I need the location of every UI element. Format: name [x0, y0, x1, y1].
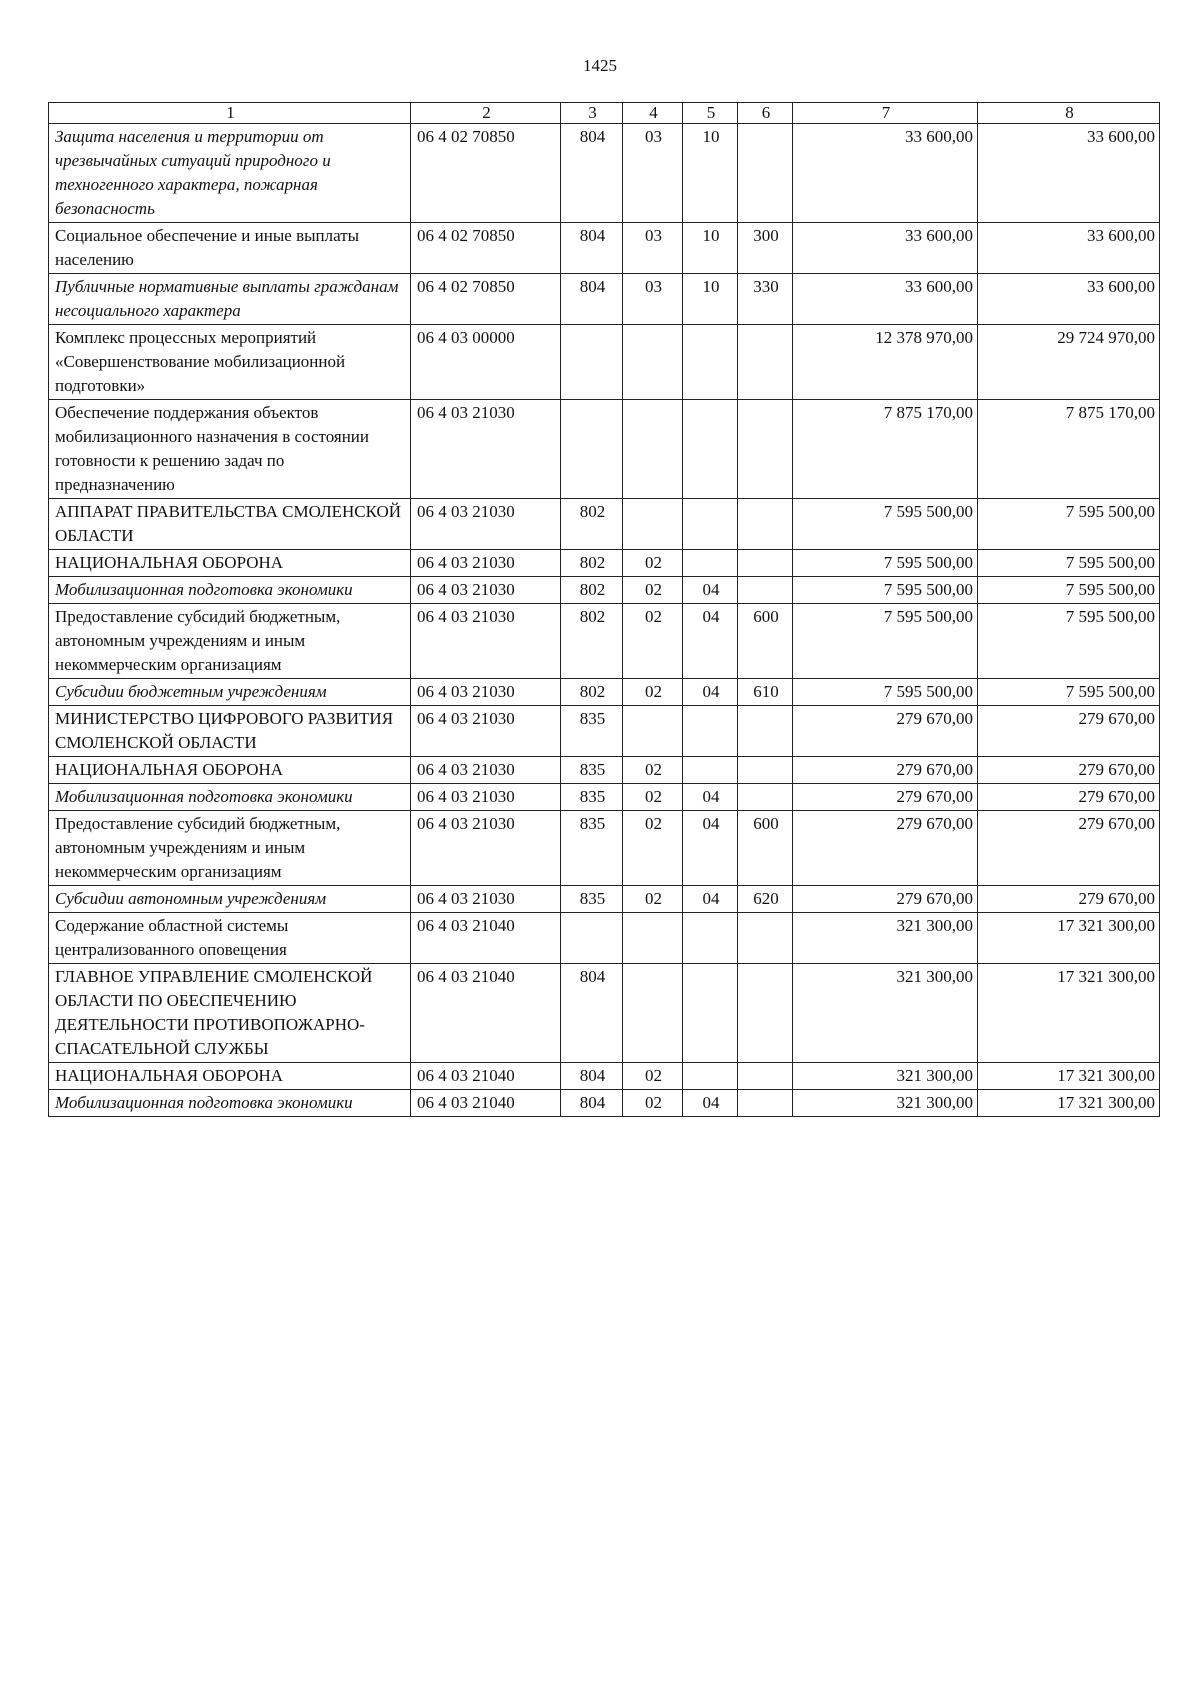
section-cell: 03 [623, 223, 683, 274]
table-row [49, 964, 1160, 1063]
section-cell: 02 [623, 811, 683, 886]
item-name-cell: Субсидии бюджетным учреждениям [49, 679, 411, 706]
expense-type-cell: 330 [738, 274, 793, 325]
section-cell: 03 [623, 124, 683, 223]
item-name-cell: Мобилизационная подготовка экономики [49, 1090, 411, 1117]
item-name-cell: Субсидии автономным учреждениям [49, 886, 411, 913]
ministry-code-cell: 802 [561, 577, 623, 604]
header-row [49, 103, 1160, 124]
expense-type-cell [738, 784, 793, 811]
target-article-cell: 06 4 03 21030 [411, 706, 561, 757]
expense-type-cell: 600 [738, 604, 793, 679]
ministry-code-cell [561, 400, 623, 499]
amount-year1-cell: 279 670,00 [793, 886, 978, 913]
amount-year1-cell: 33 600,00 [793, 124, 978, 223]
subsection-cell: 04 [683, 577, 738, 604]
amount-year2-cell: 279 670,00 [978, 886, 1160, 913]
ministry-code-cell: 835 [561, 886, 623, 913]
table-row [49, 274, 1160, 325]
table-row [49, 604, 1160, 679]
amount-year1-cell: 7 595 500,00 [793, 550, 978, 577]
subsection-cell [683, 913, 738, 964]
target-article-cell: 06 4 03 21030 [411, 604, 561, 679]
column-header: 3 [561, 103, 623, 124]
target-article-cell: 06 4 03 21030 [411, 400, 561, 499]
amount-year2-cell: 7 595 500,00 [978, 679, 1160, 706]
table-row [49, 577, 1160, 604]
amount-year1-cell: 33 600,00 [793, 274, 978, 325]
amount-year2-cell: 279 670,00 [978, 811, 1160, 886]
item-name-cell: Содержание областной системы централизованного оповещения [49, 913, 411, 964]
expense-type-cell [738, 964, 793, 1063]
ministry-code-cell: 802 [561, 604, 623, 679]
subsection-cell [683, 400, 738, 499]
amount-year1-cell: 7 875 170,00 [793, 400, 978, 499]
table-row [49, 706, 1160, 757]
table-row [49, 124, 1160, 223]
table-row [49, 325, 1160, 400]
item-name-cell: Комплекс процессных мероприятий «Совершенствование мобилизационной подготовки» [49, 325, 411, 400]
amount-year2-cell: 7 875 170,00 [978, 400, 1160, 499]
page-number: 1425 [583, 56, 617, 75]
section-cell [623, 499, 683, 550]
amount-year1-cell: 7 595 500,00 [793, 577, 978, 604]
section-cell: 02 [623, 679, 683, 706]
subsection-cell: 10 [683, 274, 738, 325]
ministry-code-cell: 804 [561, 124, 623, 223]
item-name-cell: НАЦИОНАЛЬНАЯ ОБОРОНА [49, 757, 411, 784]
item-name-cell: Социальное обеспечение и иные выплаты населению [49, 223, 411, 274]
ministry-code-cell: 804 [561, 274, 623, 325]
target-article-cell: 06 4 03 21040 [411, 1090, 561, 1117]
amount-year2-cell: 279 670,00 [978, 757, 1160, 784]
amount-year1-cell: 321 300,00 [793, 1090, 978, 1117]
amount-year2-cell: 29 724 970,00 [978, 325, 1160, 400]
section-cell [623, 325, 683, 400]
section-cell: 02 [623, 1090, 683, 1117]
item-name-cell: МИНИСТЕРСТВО ЦИФРОВОГО РАЗВИТИЯ СМОЛЕНСКОЙ ОБЛАСТИ [49, 706, 411, 757]
subsection-cell [683, 499, 738, 550]
ministry-code-cell [561, 325, 623, 400]
column-header: 8 [978, 103, 1160, 124]
amount-year1-cell: 12 378 970,00 [793, 325, 978, 400]
subsection-cell [683, 964, 738, 1063]
amount-year1-cell: 321 300,00 [793, 964, 978, 1063]
target-article-cell: 06 4 02 70850 [411, 223, 561, 274]
amount-year1-cell: 279 670,00 [793, 757, 978, 784]
table-row [49, 679, 1160, 706]
column-header: 4 [623, 103, 683, 124]
amount-year1-cell: 7 595 500,00 [793, 679, 978, 706]
ministry-code-cell: 802 [561, 679, 623, 706]
table-row [49, 811, 1160, 886]
section-cell [623, 400, 683, 499]
item-name-cell: Предоставление субсидий бюджетным, автономным учреждениям и иным некоммерческим организациям [49, 811, 411, 886]
column-header: 1 [49, 103, 411, 124]
target-article-cell: 06 4 03 21040 [411, 1063, 561, 1090]
amount-year2-cell: 17 321 300,00 [978, 913, 1160, 964]
ministry-code-cell: 804 [561, 1063, 623, 1090]
table-row [49, 1090, 1160, 1117]
amount-year2-cell: 7 595 500,00 [978, 577, 1160, 604]
item-name-cell: Предоставление субсидий бюджетным, автономным учреждениям и иным некоммерческим организациям [49, 604, 411, 679]
target-article-cell: 06 4 03 00000 [411, 325, 561, 400]
expense-type-cell [738, 499, 793, 550]
item-name-cell: Обеспечение поддержания объектов мобилизационного назначения в состоянии готовности к решению задач по предназначению [49, 400, 411, 499]
section-cell [623, 964, 683, 1063]
section-cell [623, 913, 683, 964]
item-name-cell: Публичные нормативные выплаты гражданам несоциального характера [49, 274, 411, 325]
ministry-code-cell: 802 [561, 550, 623, 577]
ministry-code-cell: 835 [561, 811, 623, 886]
expense-type-cell [738, 1090, 793, 1117]
item-name-cell: НАЦИОНАЛЬНАЯ ОБОРОНА [49, 550, 411, 577]
expense-type-cell [738, 325, 793, 400]
expense-type-cell [738, 550, 793, 577]
table-row [49, 223, 1160, 274]
budget-table [48, 102, 1160, 1117]
amount-year1-cell: 7 595 500,00 [793, 604, 978, 679]
subsection-cell [683, 325, 738, 400]
ministry-code-cell [561, 913, 623, 964]
subsection-cell [683, 706, 738, 757]
table-row [49, 886, 1160, 913]
expense-type-cell [738, 1063, 793, 1090]
section-cell: 02 [623, 886, 683, 913]
amount-year2-cell: 7 595 500,00 [978, 604, 1160, 679]
ministry-code-cell: 835 [561, 784, 623, 811]
amount-year2-cell: 7 595 500,00 [978, 550, 1160, 577]
item-name-cell: НАЦИОНАЛЬНАЯ ОБОРОНА [49, 1063, 411, 1090]
subsection-cell: 04 [683, 811, 738, 886]
target-article-cell: 06 4 03 21030 [411, 550, 561, 577]
item-name-cell: АППАРАТ ПРАВИТЕЛЬСТВА СМОЛЕНСКОЙ ОБЛАСТИ [49, 499, 411, 550]
section-cell: 02 [623, 550, 683, 577]
section-cell: 02 [623, 1063, 683, 1090]
expense-type-cell: 620 [738, 886, 793, 913]
subsection-cell: 10 [683, 124, 738, 223]
table-row [49, 499, 1160, 550]
amount-year2-cell: 7 595 500,00 [978, 499, 1160, 550]
amount-year2-cell: 33 600,00 [978, 124, 1160, 223]
amount-year1-cell: 279 670,00 [793, 811, 978, 886]
subsection-cell: 10 [683, 223, 738, 274]
expense-type-cell [738, 124, 793, 223]
ministry-code-cell: 804 [561, 223, 623, 274]
item-name-cell: Защита населения и территории от чрезвычайных ситуаций природного и техногенного характера, пожарная безопасность [49, 124, 411, 223]
expense-type-cell [738, 913, 793, 964]
target-article-cell: 06 4 02 70850 [411, 124, 561, 223]
amount-year2-cell: 17 321 300,00 [978, 1063, 1160, 1090]
subsection-cell [683, 757, 738, 784]
column-header: 5 [683, 103, 738, 124]
target-article-cell: 06 4 03 21030 [411, 679, 561, 706]
expense-type-cell: 300 [738, 223, 793, 274]
amount-year1-cell: 279 670,00 [793, 706, 978, 757]
ministry-code-cell: 835 [561, 706, 623, 757]
target-article-cell: 06 4 03 21030 [411, 886, 561, 913]
target-article-cell: 06 4 03 21040 [411, 913, 561, 964]
item-name-cell: Мобилизационная подготовка экономики [49, 577, 411, 604]
target-article-cell: 06 4 03 21030 [411, 499, 561, 550]
table-row [49, 1063, 1160, 1090]
target-article-cell: 06 4 03 21030 [411, 784, 561, 811]
ministry-code-cell: 835 [561, 757, 623, 784]
target-article-cell: 06 4 03 21030 [411, 757, 561, 784]
amount-year1-cell: 321 300,00 [793, 1063, 978, 1090]
amount-year2-cell: 33 600,00 [978, 223, 1160, 274]
table-row [49, 757, 1160, 784]
expense-type-cell: 600 [738, 811, 793, 886]
section-cell: 02 [623, 604, 683, 679]
amount-year1-cell: 7 595 500,00 [793, 499, 978, 550]
section-cell: 02 [623, 577, 683, 604]
target-article-cell: 06 4 03 21030 [411, 811, 561, 886]
amount-year1-cell: 33 600,00 [793, 223, 978, 274]
ministry-code-cell: 802 [561, 499, 623, 550]
subsection-cell: 04 [683, 886, 738, 913]
section-cell: 02 [623, 757, 683, 784]
amount-year1-cell: 321 300,00 [793, 913, 978, 964]
amount-year1-cell: 279 670,00 [793, 784, 978, 811]
section-cell: 02 [623, 784, 683, 811]
target-article-cell: 06 4 03 21030 [411, 577, 561, 604]
subsection-cell: 04 [683, 1090, 738, 1117]
table-row [49, 913, 1160, 964]
amount-year2-cell: 279 670,00 [978, 706, 1160, 757]
amount-year2-cell: 17 321 300,00 [978, 1090, 1160, 1117]
item-name-cell: Мобилизационная подготовка экономики [49, 784, 411, 811]
expense-type-cell [738, 706, 793, 757]
column-header: 2 [411, 103, 561, 124]
amount-year2-cell: 17 321 300,00 [978, 964, 1160, 1063]
column-header: 6 [738, 103, 793, 124]
amount-year2-cell: 33 600,00 [978, 274, 1160, 325]
table-row [49, 400, 1160, 499]
expense-type-cell: 610 [738, 679, 793, 706]
expense-type-cell [738, 757, 793, 784]
ministry-code-cell: 804 [561, 1090, 623, 1117]
subsection-cell: 04 [683, 784, 738, 811]
subsection-cell: 04 [683, 679, 738, 706]
section-cell: 03 [623, 274, 683, 325]
table-body [49, 124, 1160, 1117]
section-cell [623, 706, 683, 757]
expense-type-cell [738, 577, 793, 604]
subsection-cell [683, 1063, 738, 1090]
subsection-cell [683, 550, 738, 577]
target-article-cell: 06 4 02 70850 [411, 274, 561, 325]
table-row [49, 550, 1160, 577]
expense-type-cell [738, 400, 793, 499]
column-header: 7 [793, 103, 978, 124]
item-name-cell: ГЛАВНОЕ УПРАВЛЕНИЕ СМОЛЕНСКОЙ ОБЛАСТИ ПО ОБЕСПЕЧЕНИЮ ДЕЯТЕЛЬНОСТИ ПРОТИВОПОЖАРНО-СПАСАТЕЛЬНОЙ СЛУЖБЫ [49, 964, 411, 1063]
target-article-cell: 06 4 03 21040 [411, 964, 561, 1063]
subsection-cell: 04 [683, 604, 738, 679]
amount-year2-cell: 279 670,00 [978, 784, 1160, 811]
ministry-code-cell: 804 [561, 964, 623, 1063]
table-row [49, 784, 1160, 811]
